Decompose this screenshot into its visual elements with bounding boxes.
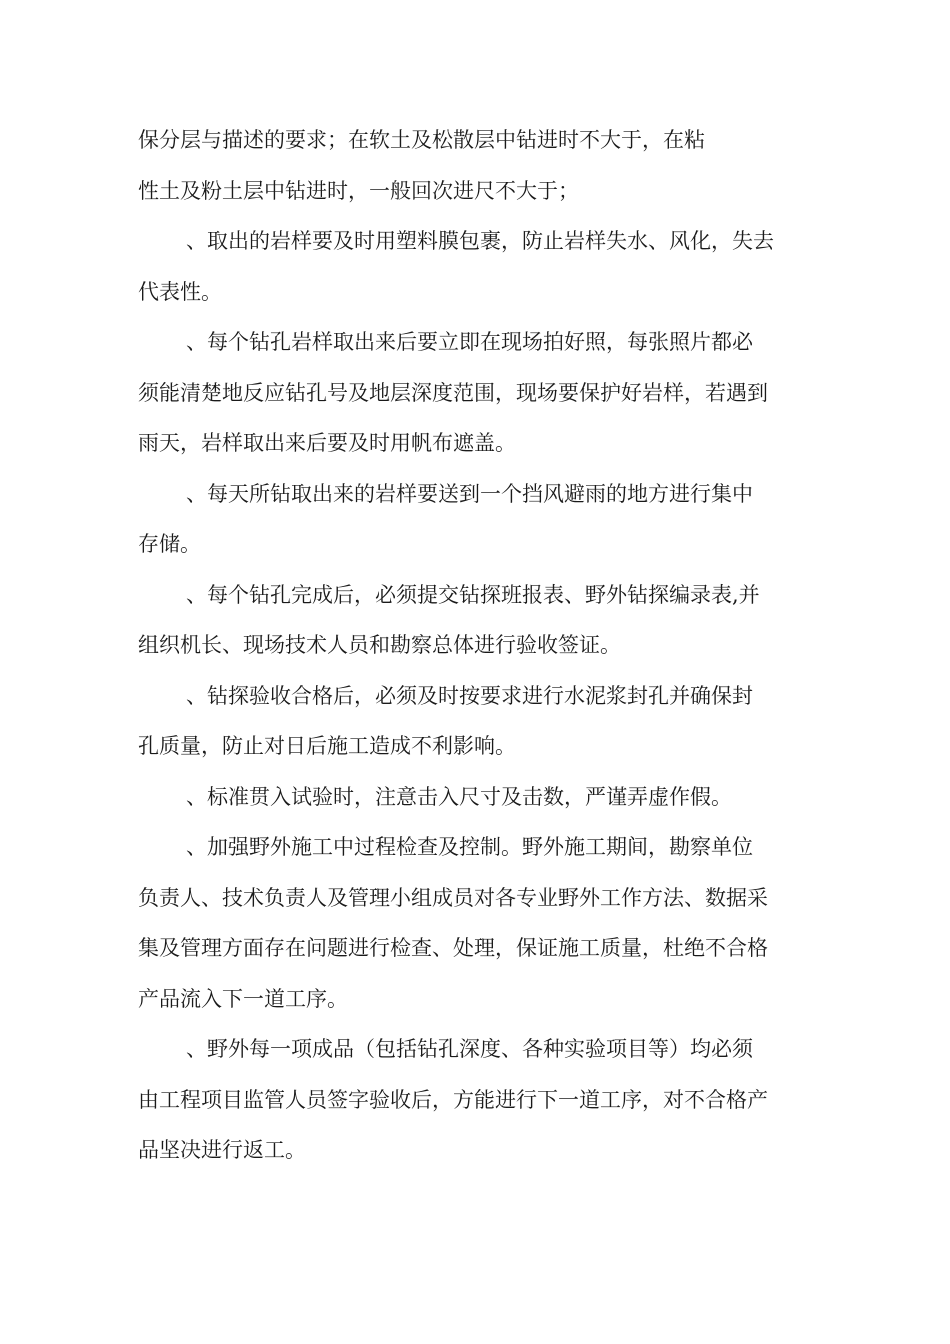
text-line: 、取出的岩样要及时用塑料膜包裹，防止岩样失水、风化，失去	[186, 229, 774, 253]
text-line: 、每天所钻取出来的岩样要送到一个挡风避雨的地方进行集中	[186, 481, 753, 506]
text-line: 、野外每一项成品（包括钻孔深度、各种实验项目等）均必须	[186, 1037, 753, 1061]
text-line: 雨天，岩样取出来后要及时用帆布遮盖。	[138, 431, 516, 455]
text-line: 、每个钻孔岩样取出来后要立即在现场拍好照，每张照片都必	[186, 330, 753, 354]
text-line: 性土及粉土层中钻进时，一般回次进尺不大于；	[138, 178, 579, 203]
text-line: 须能清楚地反应钻孔号及地层深度范围，现场要保护好岩样，若遇到	[138, 380, 768, 405]
text-line: 集及管理方面存在问题进行检查、处理，保证施工质量，杜绝不合格	[138, 936, 768, 960]
text-line: 存储。	[138, 532, 201, 556]
document-body	[138, 122, 816, 1183]
text-line: 负责人、技术负责人及管理小组成员对各专业野外工作方法、数据采	[138, 885, 768, 910]
text-line: 孔质量，防止对日后施工造成不利影响。	[138, 734, 516, 758]
text-line: 、标准贯入试验时，注意击入尺寸及击数，严谨弄虚作假。	[186, 784, 732, 809]
text-line: 产品流入下一道工序。	[138, 986, 348, 1011]
text-line: 品坚决进行返工。	[138, 1138, 306, 1162]
text-line: 保分层与描述的要求；在软土及松散层中钻进时不大于，在粘	[138, 128, 705, 152]
text-line: 由工程项目监管人员签字验收后，方能进行下一道工序，对不合格产	[138, 1087, 768, 1112]
text-line: 组织机长、现场技术人员和勘察总体进行验收签证。	[138, 633, 621, 657]
text-line: 、钻探验收合格后，必须及时按要求进行水泥浆封孔并确保封	[186, 683, 753, 708]
text-line: 、加强野外施工中过程检查及控制。野外施工期间，勘察单位	[186, 835, 753, 859]
text-line: 、每个钻孔完成后，必须提交钻探班报表、野外钻探编录表,并	[186, 582, 760, 607]
text-line: 代表性。	[138, 279, 222, 304]
